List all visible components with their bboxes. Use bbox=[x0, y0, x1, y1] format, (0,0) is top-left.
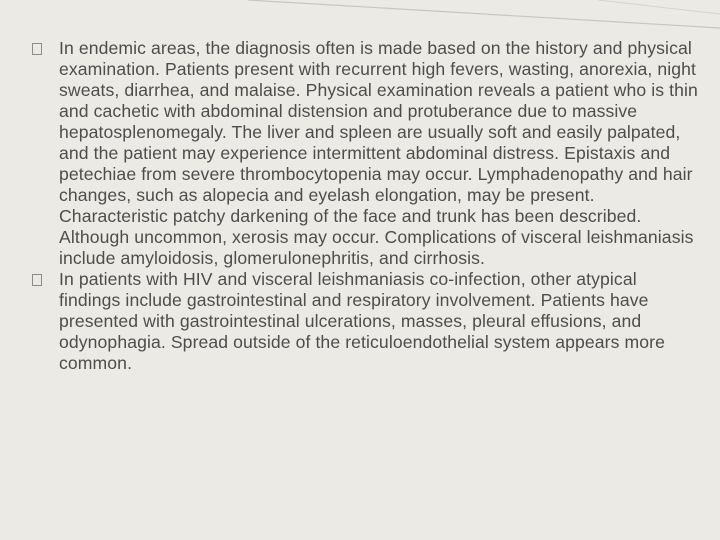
slide-content bbox=[32, 38, 700, 374]
bullet-text: In endemic areas, the diagnosis often is made based on the history and physical examination. Patients present with recurrent high fevers, wasting, anorexia, night sweats, diarrhea, and malaise. Physical examination reveals a patient who is thin and cachetic with abdominal distension and protuberance due to massive hepatosplenomegaly. The liver and spleen are usually soft and easily palpated, and the patient may experience intermittent abdominal distress. Epistaxis and petechiae from severe thrombocytopenia may occur. Lymphadenopathy and hair changes, such as alopecia and eyelash elongation, may be present. Characteristic patchy darkening of the face and trunk has been described. Although uncommon, xerosis may occur. Complications of visceral leishmaniasis include amyloidosis, glomerulonephritis, and cirrhosis. bbox=[59, 38, 698, 268]
bullet-item bbox=[32, 269, 700, 374]
square-bullet-icon bbox=[32, 43, 42, 55]
square-bullet-icon bbox=[32, 274, 42, 286]
top-decorative-line bbox=[0, 0, 720, 34]
bullet-text: In patients with HIV and visceral leishmaniasis co-infection, other atypical findings include gastrointestinal and respiratory involvement. Patients have presented with gastrointestinal ulcerations, masses, pleural effusions, and odynophagia. Spread outside of the reticuloendothelial system appears more common. bbox=[59, 269, 665, 373]
bullet-item bbox=[32, 38, 700, 269]
